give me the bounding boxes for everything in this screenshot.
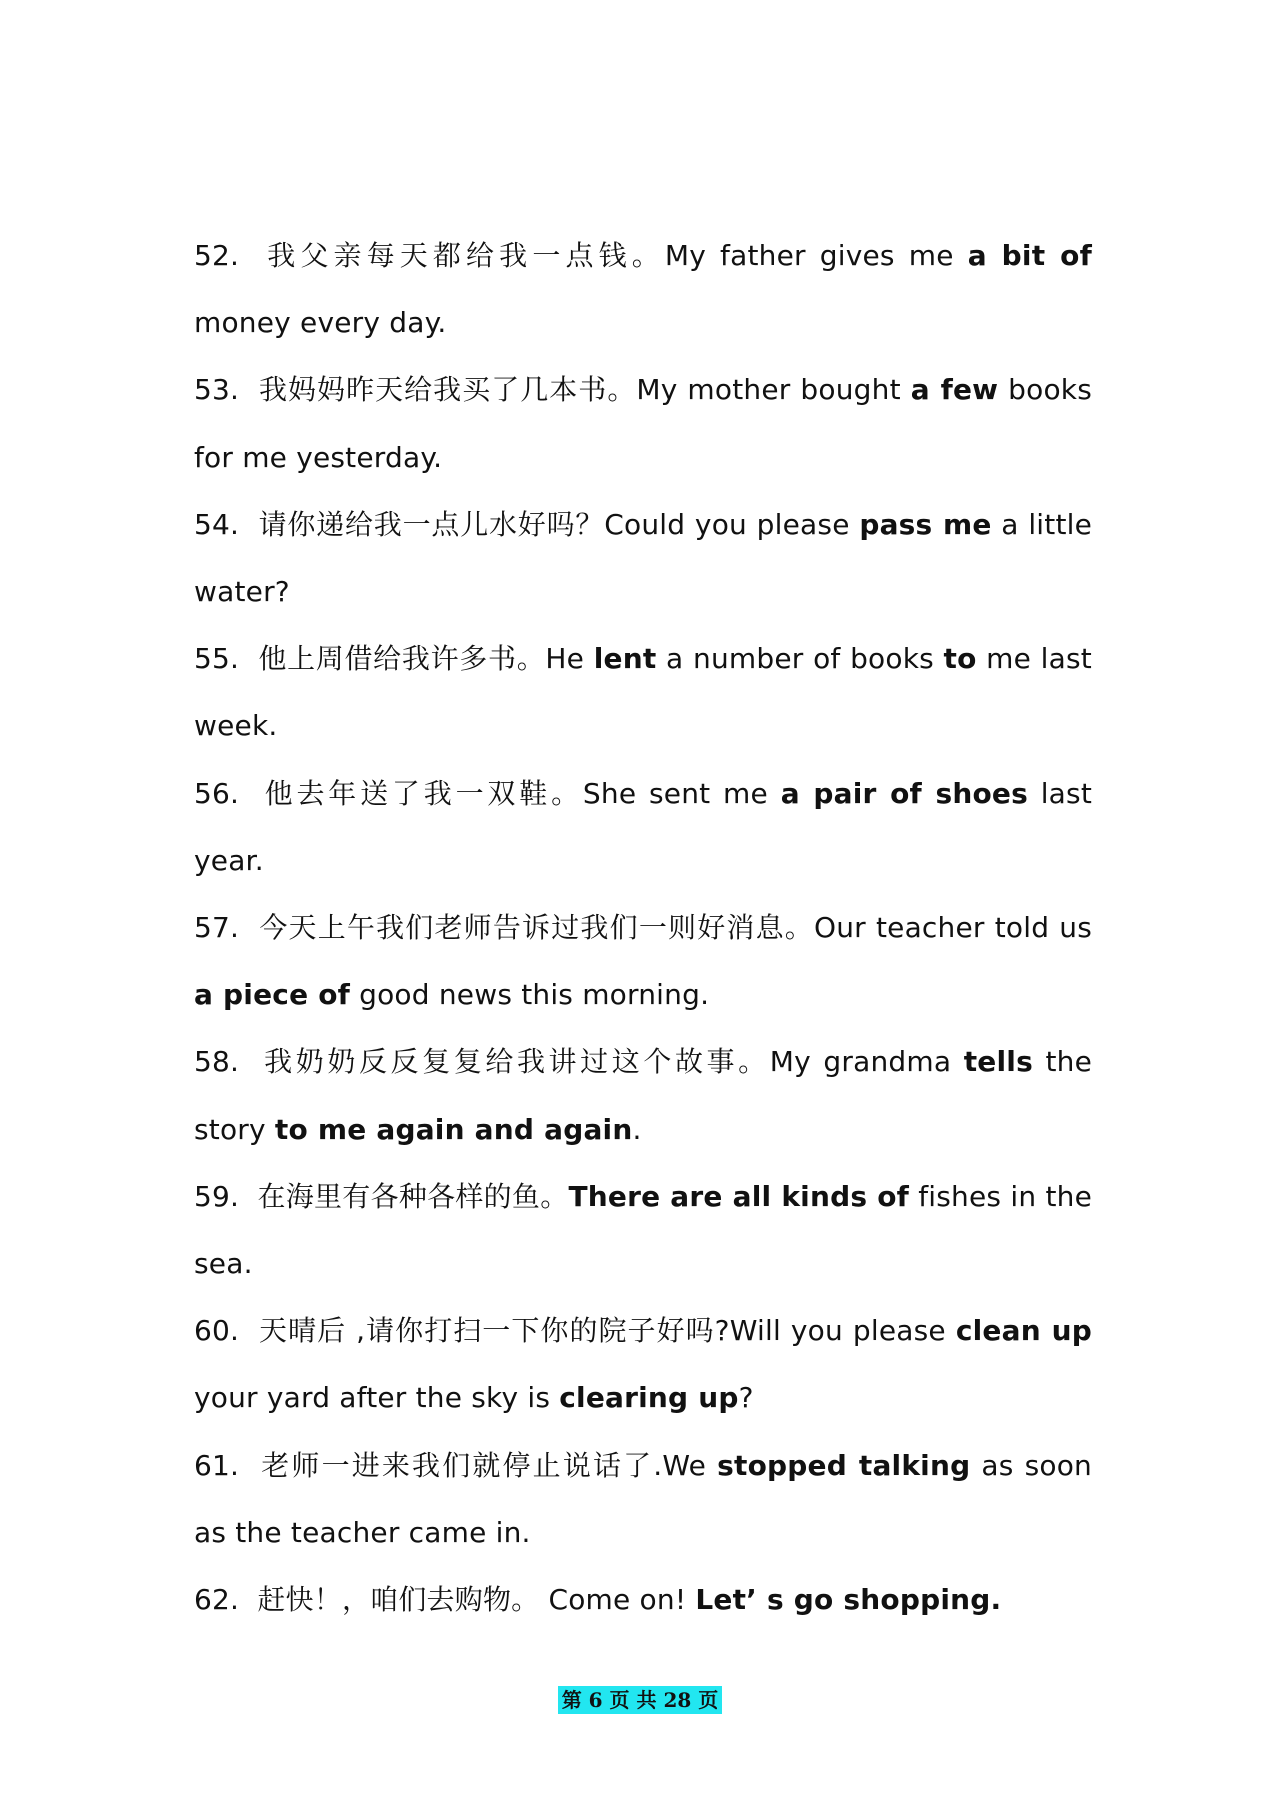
- english-text: Our teacher told us: [813, 911, 1092, 945]
- english-text: My father gives me: [664, 239, 968, 272]
- entry-number: 58.: [194, 1045, 240, 1079]
- english-text: Could you please: [604, 507, 860, 541]
- entry-number: 61.: [194, 1448, 240, 1482]
- entry-number: 54.: [194, 507, 240, 541]
- chinese-sentence: 在海里有各种各样的鱼。: [257, 1179, 569, 1213]
- english-phrase-bold: tells: [963, 1045, 1033, 1079]
- sentence-entry: [194, 491, 1092, 625]
- entry-number: 55.: [194, 642, 240, 676]
- english-text: the story: [194, 1045, 1093, 1146]
- sentence-entry: [194, 1163, 1092, 1297]
- sentence-entry: [194, 356, 1092, 490]
- entry-number: 53.: [194, 373, 240, 407]
- page-number-label: 第 6 页 共 28 页: [558, 1686, 723, 1714]
- english-text: My grandma: [769, 1045, 964, 1079]
- english-text: .: [632, 1112, 642, 1146]
- sentence-list: [194, 222, 1092, 1633]
- sentence-entry: [194, 1432, 1092, 1566]
- english-text: me last week.: [194, 642, 1092, 743]
- english-phrase-bold: to me again and again: [274, 1112, 633, 1146]
- english-phrase-bold: Let’ s go shopping.: [695, 1583, 1002, 1617]
- sentence-entry: [194, 760, 1092, 894]
- english-text: He: [545, 642, 594, 676]
- chinese-sentence: 老师一进来我们就停止说话了.: [261, 1448, 663, 1482]
- english-phrase-bold: There are all kinds of: [568, 1179, 910, 1213]
- english-phrase-bold: lent: [593, 642, 657, 676]
- english-phrase-bold: a bit of: [967, 239, 1092, 272]
- english-phrase-bold: a pair of shoes: [780, 776, 1028, 810]
- chinese-sentence: 我奶奶反反复复给我讲过这个故事。: [264, 1045, 770, 1079]
- english-text: books for me yesterday.: [194, 373, 1092, 474]
- entry-number: 60.: [194, 1314, 240, 1348]
- english-phrase-bold: a few: [910, 373, 999, 407]
- english-phrase-bold: pass me: [859, 507, 992, 541]
- english-text: money every day.: [194, 306, 447, 340]
- english-text: Will you please: [729, 1314, 956, 1348]
- sentence-entry: [194, 1028, 1092, 1162]
- english-text: fishes in the sea.: [194, 1179, 1093, 1281]
- entry-number: 57.: [194, 911, 240, 945]
- chinese-sentence: 他去年送了我一双鞋。: [264, 776, 583, 810]
- chinese-sentence: 天晴后 ,请你打扫一下你的院子好吗?: [259, 1314, 730, 1348]
- english-text: as soon as the teacher came in.: [194, 1448, 1093, 1549]
- english-phrase-bold: to: [943, 642, 977, 676]
- chinese-sentence: 今天上午我们老师告诉过我们一则好消息。: [259, 911, 814, 945]
- english-text: Come on!: [539, 1583, 696, 1617]
- page-footer: [0, 1686, 1280, 1714]
- sentence-entry: [194, 222, 1092, 356]
- entry-number: 62.: [194, 1583, 240, 1617]
- chinese-sentence: 赶快！，咱们去购物。: [257, 1583, 540, 1617]
- english-text: your yard after the sky is: [194, 1381, 560, 1415]
- english-text: good news this morning.: [350, 978, 710, 1012]
- english-phrase-bold: a piece of: [194, 978, 351, 1012]
- sentence-entry: [194, 1297, 1092, 1431]
- chinese-sentence: 我父亲每天都给我一点钱。: [267, 239, 665, 272]
- chinese-sentence: 他上周借给我许多书。: [258, 642, 546, 676]
- chinese-sentence: 我妈妈昨天给我买了几本书。: [259, 373, 637, 407]
- chinese-sentence: 请你递给我一点儿水好吗？: [258, 507, 605, 541]
- english-text: a little water?: [194, 507, 1093, 609]
- english-phrase-bold: clean up: [955, 1314, 1092, 1348]
- entry-number: 56.: [194, 776, 240, 810]
- sentence-entry: [194, 1566, 1092, 1633]
- english-text: My mother bought: [636, 373, 911, 407]
- english-phrase-bold: stopped talking: [717, 1448, 971, 1482]
- english-phrase-bold: clearing up: [559, 1381, 739, 1415]
- sentence-entry: [194, 894, 1092, 1028]
- english-text: We: [662, 1448, 718, 1482]
- entry-number: 52.: [194, 239, 240, 272]
- english-text: ?: [738, 1381, 754, 1415]
- english-text: a number of books: [656, 642, 944, 676]
- entry-number: 59.: [194, 1179, 240, 1213]
- english-text: last year.: [194, 776, 1093, 877]
- sentence-entry: [194, 625, 1092, 759]
- english-text: She sent me: [582, 776, 781, 810]
